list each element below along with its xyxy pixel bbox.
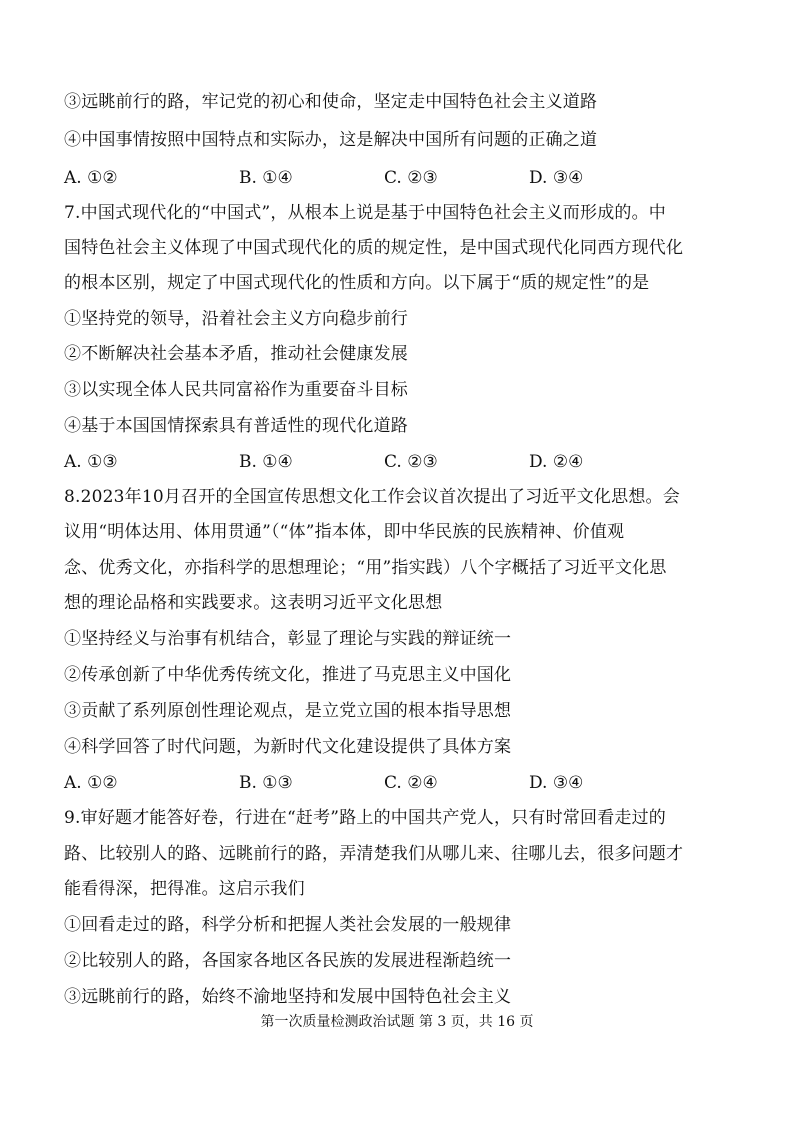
statement: ①坚持党的领导，沿着社会主义方向稳步前行: [64, 309, 408, 329]
option-c: C. ②④: [384, 773, 438, 793]
statement: ②不断解决社会基本矛盾，推动社会健康发展: [64, 344, 408, 364]
option-c: C. ②③: [384, 452, 438, 472]
text-line: ④中国事情按照中国特点和实际办，这是解决中国所有问题的正确之道: [64, 130, 598, 150]
statement: ④科学回答了时代问题，为新时代文化建设提供了具体方案: [64, 737, 512, 757]
statement: ③远眺前行的路，始终不渝地坚持和发展中国特色社会主义: [64, 987, 512, 1007]
question-8-text: 议用“明体达用、体用贯通”（“体”指本体，即中华民族的民族精神、价值观: [64, 522, 625, 542]
text-line: ③远眺前行的路，牢记党的初心和使命，坚定走中国特色社会主义道路: [64, 92, 598, 112]
option-c: C. ②③: [384, 168, 438, 188]
statement: ④基于本国国情探索具有普适性的现代化道路: [64, 416, 408, 436]
option-b: B. ①④: [239, 452, 293, 472]
statement: ③以实现全体人民共同富裕作为重要奋斗目标: [64, 380, 408, 400]
answer-options-q7: [64, 450, 704, 474]
question-7-text: 7.中国式现代化的“中国式”，从根本上说是基于中国特色社会主义而形成的。中: [64, 203, 666, 223]
option-d: D. ②④: [529, 452, 584, 472]
statement: ②传承创新了中华优秀传统文化，推进了马克思主义中国化: [64, 665, 512, 685]
statement: ②比较别人的路，各国家各地区各民族的发展进程渐趋统一: [64, 951, 512, 971]
option-d: D. ③④: [529, 168, 584, 188]
statement: ③贡献了系列原创性理论观点，是立党立国的根本指导思想: [64, 701, 512, 721]
option-b: B. ①③: [239, 773, 293, 793]
question-7-text: 国特色社会主义体现了中国式现代化的质的规定性，是中国式现代化同西方现代化: [64, 238, 684, 258]
question-9-text: 路、比较别人的路、远眺前行的路，弄清楚我们从哪儿来、往哪儿去，很多问题才: [64, 844, 684, 864]
question-9-text: 9.审好题才能答好卷，行进在“赶考”路上的中国共产党人，只有时常回看走过的: [64, 808, 666, 828]
question-8-text: 想的理论品格和实践要求。这表明习近平文化思想: [64, 593, 443, 613]
question-8-text: 8.2023年10月召开的全国宣传思想文化工作会议首次提出了习近平文化思想。会: [64, 487, 680, 507]
option-a: A. ①③: [64, 452, 118, 472]
question-9-text: 能看得深，把得准。这启示我们: [64, 879, 305, 899]
option-b: B. ①④: [239, 168, 293, 188]
answer-options-q6: [64, 166, 704, 190]
option-a: A. ①②: [64, 773, 118, 793]
option-d: D. ③④: [529, 773, 584, 793]
page-footer: 第一次质量检测政治试题 第 3 页，共 16 页: [260, 1014, 534, 1030]
answer-options-q8: [64, 771, 704, 795]
question-8-text: 念、优秀文化，亦指科学的思想理论；“用”指实践）八个字概括了习近平文化思: [64, 558, 667, 578]
statement: ①坚持经义与治事有机结合，彰显了理论与实践的辩证统一: [64, 629, 512, 649]
question-7-text: 的根本区别，规定了中国式现代化的性质和方向。以下属于“质的规定性”的是: [64, 273, 650, 293]
option-a: A. ①②: [64, 168, 118, 188]
statement: ①回看走过的路，科学分析和把握人类社会发展的一般规律: [64, 915, 512, 935]
